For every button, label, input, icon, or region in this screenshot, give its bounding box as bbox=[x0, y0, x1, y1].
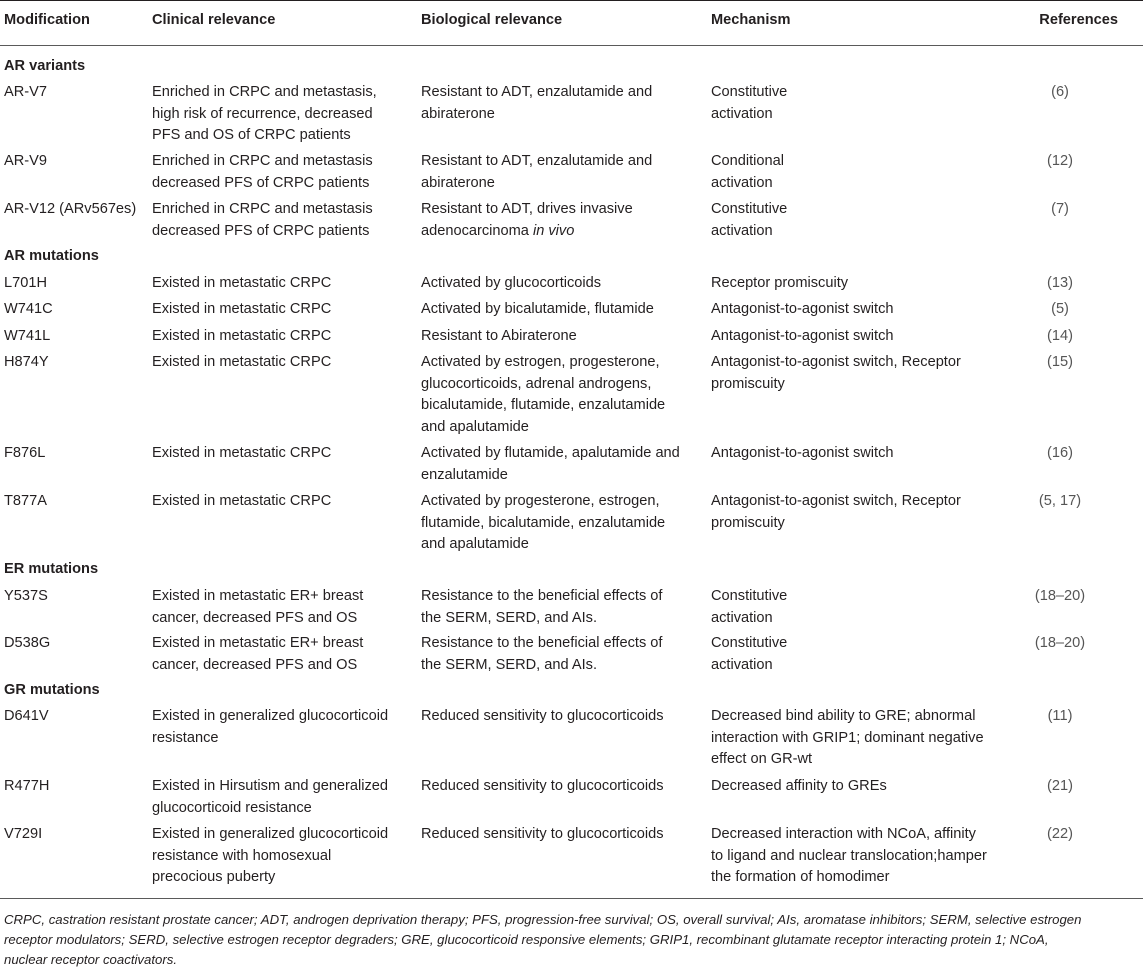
reference-cell: (5) bbox=[1051, 301, 1069, 317]
table-header-row bbox=[0, 10, 1143, 34]
table-bottom-rule bbox=[0, 898, 1143, 899]
modification-cell: F876L bbox=[4, 445, 46, 461]
mechanism-cell: Decreased bind ability to GRE; abnormal interaction with GRIP1; dominant negative effect on GR-wt bbox=[711, 708, 984, 768]
biological-cell: Resistant to Abiraterone bbox=[421, 328, 577, 344]
mechanism-cell: Receptor promiscuity bbox=[711, 275, 849, 291]
clinical-cell: Existed in metastatic CRPC bbox=[152, 354, 332, 370]
header-rule bbox=[0, 45, 1143, 46]
clinical-cell: Existed in metastatic CRPC bbox=[152, 445, 332, 461]
reference-cell: (11) bbox=[1047, 708, 1073, 724]
header-biological-relevance: Biological relevance bbox=[421, 12, 563, 28]
reference-cell: (16) bbox=[1047, 445, 1073, 461]
modification-cell: D538G bbox=[4, 635, 51, 651]
biological-cell: Resistant to ADT, enzalutamide and abiraterone bbox=[421, 84, 653, 122]
biological-cell: Reduced sensitivity to glucocorticoids bbox=[421, 708, 664, 724]
biological-cell: Activated by progesterone, estrogen, flutamide, bicalutamide, enzalutamide and apalutamide bbox=[421, 493, 666, 553]
modification-cell: V729I bbox=[4, 826, 43, 842]
section-title: ER mutations bbox=[4, 561, 99, 577]
section-title: AR variants bbox=[4, 58, 86, 74]
biological-cell: Resistance to the beneficial effects of the SERM, SERD, and AIs. bbox=[421, 588, 663, 626]
mechanism-cell: Constitutive activation bbox=[711, 588, 788, 626]
clinical-cell: Enriched in CRPC and metastasis decreased PFS of CRPC patients bbox=[152, 201, 373, 239]
reference-cell: (12) bbox=[1047, 153, 1073, 169]
modification-cell: T877A bbox=[4, 493, 47, 509]
clinical-cell: Enriched in CRPC and metastasis decreased PFS of CRPC patients bbox=[152, 153, 373, 191]
modification-cell: D641V bbox=[4, 708, 49, 724]
reference-cell: (22) bbox=[1047, 826, 1073, 842]
biological-cell: Resistance to the beneficial effects of the SERM, SERD, and AIs. bbox=[421, 635, 663, 673]
header-mechanism: Mechanism bbox=[711, 12, 791, 28]
clinical-cell: Existed in metastatic ER+ breast cancer, decreased PFS and OS bbox=[152, 635, 364, 673]
table-top-rule bbox=[0, 0, 1143, 1]
reference-cell: (15) bbox=[1047, 354, 1073, 370]
mechanism-cell: Antagonist-to-agonist switch, Receptor promiscuity bbox=[711, 354, 961, 392]
biological-cell: Reduced sensitivity to glucocorticoids bbox=[421, 778, 664, 794]
clinical-cell: Enriched in CRPC and metastasis, high risk of recurrence, decreased PFS and OS of CRPC patients bbox=[152, 84, 377, 144]
header-references: References bbox=[1039, 12, 1118, 28]
reference-cell: (5, 17) bbox=[1038, 493, 1082, 509]
mechanism-cell: Decreased interaction with NCoA, affinity to ligand and nuclear translocation;hamper the formation of homodimer bbox=[711, 826, 987, 886]
reference-cell: (18–20) bbox=[1034, 588, 1086, 604]
biological-cell: Activated by flutamide, apalutamide and enzalutamide bbox=[421, 445, 680, 483]
reference-cell: (14) bbox=[1047, 328, 1073, 344]
clinical-cell: Existed in generalized glucocorticoid resistance with homosexual precocious puberty bbox=[152, 826, 389, 886]
header-clinical-relevance: Clinical relevance bbox=[152, 12, 276, 28]
section-title: GR mutations bbox=[4, 682, 100, 698]
modification-cell: L701H bbox=[4, 275, 48, 291]
table-footnote: CRPC, castration resistant prostate cancer; ADT, androgen deprivation therapy; PFS, progression-free survival; OS, overall survival; AIs, aromatase inhibitors; SERM, selective estrogen receptor modulators; SERD, selective estrogen receptor degraders; GRE, glucocorticoid responsive elements; GRIP1, recombinant glutamate receptor interacting protein 1; NCoA, nuclear receptor coactivators. bbox=[4, 912, 1082, 967]
modification-cell: R477H bbox=[4, 778, 50, 794]
modification-cell: H874Y bbox=[4, 354, 49, 370]
reference-cell: (7) bbox=[1051, 201, 1069, 217]
clinical-cell: Existed in Hirsutism and generalized glucocorticoid resistance bbox=[152, 778, 389, 816]
biological-cell: Reduced sensitivity to glucocorticoids bbox=[421, 826, 664, 842]
clinical-cell: Existed in metastatic ER+ breast cancer, decreased PFS and OS bbox=[152, 588, 364, 626]
clinical-cell: Existed in metastatic CRPC bbox=[152, 301, 332, 317]
mechanism-cell: Antagonist-to-agonist switch bbox=[711, 328, 894, 344]
modification-cell: AR-V7 bbox=[4, 84, 47, 100]
mechanism-cell: Constitutive activation bbox=[711, 635, 788, 673]
clinical-cell: Existed in metastatic CRPC bbox=[152, 493, 332, 509]
reference-cell: (21) bbox=[1047, 778, 1073, 794]
reference-cell: (18–20) bbox=[1034, 635, 1086, 651]
mechanism-cell: Constitutive activation bbox=[711, 201, 788, 239]
mechanism-cell: Antagonist-to-agonist switch, Receptor promiscuity bbox=[711, 493, 961, 531]
biological-cell: Activated by bicalutamide, flutamide bbox=[421, 301, 654, 317]
modification-cell: Y537S bbox=[4, 588, 48, 604]
modification-cell: AR-V9 bbox=[4, 153, 47, 169]
clinical-cell: Existed in metastatic CRPC bbox=[152, 328, 332, 344]
biological-cell: Resistant to ADT, enzalutamide and abiraterone bbox=[421, 153, 653, 191]
mechanism-cell: Constitutive activation bbox=[711, 84, 788, 122]
biological-cell: Resistant to ADT, drives invasive adenocarcinoma in vivo bbox=[421, 201, 633, 239]
clinical-cell: Existed in generalized glucocorticoid resistance bbox=[152, 708, 389, 746]
clinical-cell: Existed in metastatic CRPC bbox=[152, 275, 332, 291]
mechanism-cell: Antagonist-to-agonist switch bbox=[711, 301, 894, 317]
reference-cell: (6) bbox=[1051, 84, 1069, 100]
section-title: AR mutations bbox=[4, 248, 99, 264]
reference-cell: (13) bbox=[1047, 275, 1073, 291]
mechanism-cell: Conditional activation bbox=[711, 153, 785, 191]
modification-cell: W741C bbox=[4, 301, 53, 317]
modification-cell: W741L bbox=[4, 328, 51, 344]
biological-cell: Activated by glucocorticoids bbox=[421, 275, 602, 291]
header-modification: Modification bbox=[4, 12, 90, 28]
biological-cell: Activated by estrogen, progesterone, glucocorticoids, adrenal androgens, bicalutamide, flutamide, enzalutamide and apalutamide bbox=[421, 354, 666, 435]
modification-cell: AR-V12 (ARv567es) bbox=[4, 201, 137, 217]
mechanism-cell: Antagonist-to-agonist switch bbox=[711, 445, 894, 461]
mechanism-cell: Decreased affinity to GREs bbox=[711, 778, 887, 794]
